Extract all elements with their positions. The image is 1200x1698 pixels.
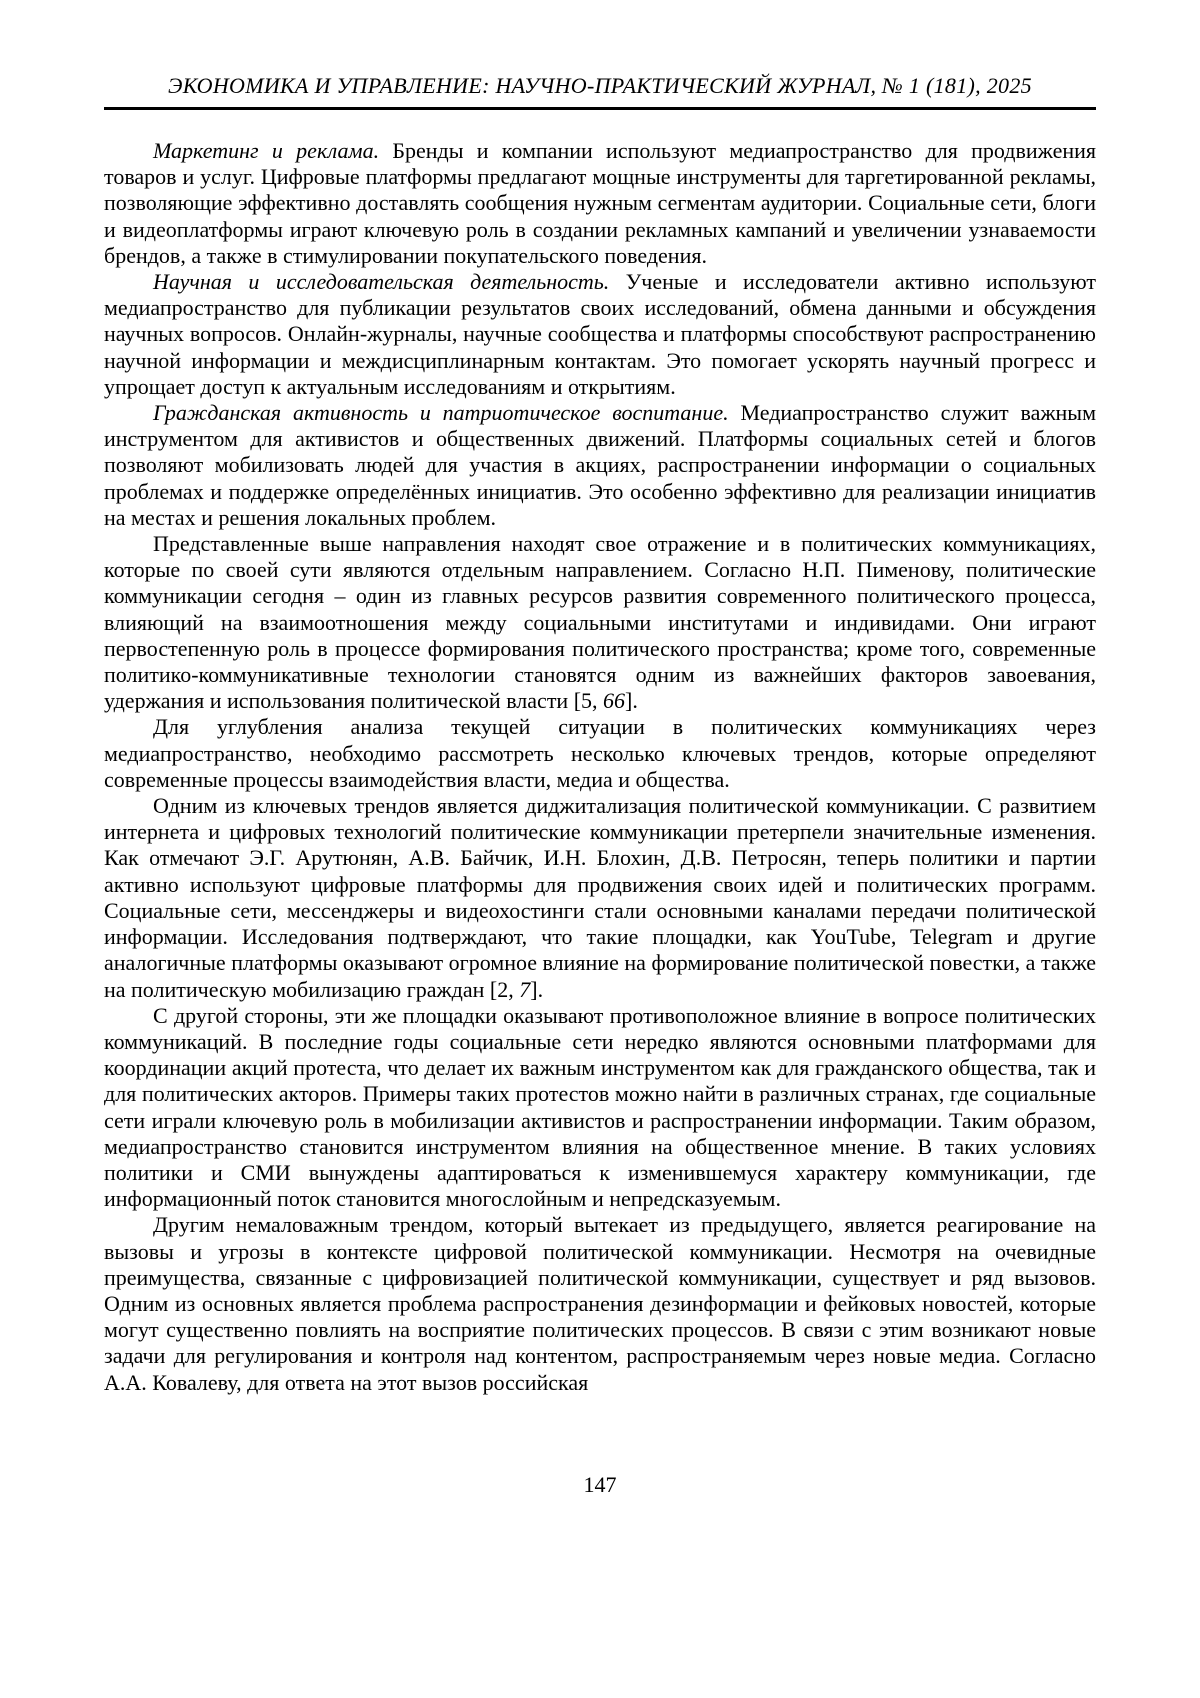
paragraph-text-run: Медиапространство служит важным инструментом для активистов и общественных движений. Платформы социальных сетей и блогов позволяют мобилизовать людей для участия в акциях, распространении информации о социальных проблемах и поддержке определённых инициатив. Это особенно эффективно для реализации инициатив на местах и решения локальных проблем. bbox=[104, 400, 1097, 530]
paragraph bbox=[104, 138, 1096, 269]
paragraph bbox=[104, 1003, 1096, 1213]
header-rule bbox=[104, 107, 1096, 110]
paragraph-italic-run: 66 bbox=[603, 688, 626, 714]
paragraph bbox=[104, 793, 1096, 1003]
paragraph bbox=[104, 714, 1096, 793]
paragraph bbox=[104, 1212, 1096, 1395]
paragraph-text-run: Представленные выше направления находят свое отражение и в политических коммуникациях, которые по своей сути являются отдельным направлением. Согласно Н.П. Пименову, политические коммуникации сегодня – один из главных ресурсов развития современного политического процесса, влияющий на взаимоотношения между социальными институтами и индивидами. Они играют первостепенную роль в процессе формирования политического пространства; кроме того, современные политико-коммуникативные технологии становятся одним из важнейших факторов завоевания, удержания и использования политической власти [5, bbox=[104, 531, 1096, 714]
paragraph-text-run: ]. bbox=[625, 688, 638, 714]
paragraph-text-run: Одним из ключевых трендов является диджитализация политической коммуникации. С развитием интернета и цифровых технологий политические коммуникации претерпели значительные изменения. Как отмечают Э.Г. Арутюнян, А.В. Байчик, И.Н. Блохин, Д.В. Петросян, теперь политики и партии активно используют цифровые платформы для продвижения своих идей и политических программ. Социальные сети, мессенджеры и видеохостинги стали основными каналами передачи политической информации. Исследования подтверждают, что такие площадки, как YouTube, Telegram и другие аналогичные платформы оказывают огромное влияние на формирование политической повестки, а также на политическую мобилизацию граждан [2, bbox=[104, 793, 1096, 1002]
paragraph-text-run: Другим немаловажным трендом, который вытекает из предыдущего, является реагирование на вызовы и угрозы в контексте цифровой политической коммуникации. Несмотря на очевидные преимущества, связанные с цифровизацией политической коммуникации, существует и ряд вызовов. Одним из основных является проблема распространения дезинформации и фейковых новостей, которые могут существенно повлиять на восприятие политических процессов. В связи с этим возникают новые задачи для регулирования и контроля над контентом, распространяемым через новые медиа. Согласно А.А. Ковалеву, для ответа на этот вызов российская bbox=[104, 1212, 1096, 1395]
paragraph-text-run: Для углубления анализа текущей ситуации в политических коммуникациях через медиапространство, необходимо рассмотреть несколько ключевых трендов, которые определяют современные процессы взаимодействия власти, медиа и общества. bbox=[104, 714, 1096, 792]
paragraph-text-run: Ученые и исследователи активно используют медиапространство для публикации результатов своих исследований, обмена данными и обсуждения научных вопросов. Онлайн-журналы, научные сообщества и платформы способствуют распространению научной информации и междисциплинарным контактам. Это помогает ускорять научный прогресс и упрощает доступ к актуальным исследованиям и открытиям. bbox=[104, 269, 1096, 399]
paragraph-text-run: Бренды и компании используют медиапространство для продвижения товаров и услуг. Цифровые платформы предлагают мощные инструменты для таргетированной рекламы, позволяющие эффективно доставлять сообщения нужным сегментам аудитории. Социальные сети, блоги и видеоплатформы играют ключевую роль в создании рекламных кампаний и увеличении узнаваемости брендов, а также в стимулировании покупательского поведения. bbox=[104, 138, 1096, 268]
paragraph-italic-run: Гражданская активность и патриотическое воспитание. bbox=[153, 400, 729, 426]
page-number: 147 bbox=[583, 1472, 617, 1497]
paragraph-italic-run: Маркетинг и реклама. bbox=[153, 138, 380, 163]
paragraph-italic-run: 7 bbox=[519, 976, 531, 1002]
paragraph-text-run: С другой стороны, эти же площадки оказывают противоположное влияние в вопросе политических коммуникаций. В последние годы социальные сети нередко являются основными платформами для координации акций протеста, что делает их важным инструментом как для гражданского общества, так и для политических акторов. Примеры таких протестов можно найти в различных странах, где социальные сети играли ключевую роль в мобилизации активистов и распространении информации. Таким образом, медиапространство становится инструментом влияния на общественное мнение. В таких условиях политики и СМИ вынуждены адаптироваться к изменившемуся характеру коммуникации, где информационный поток становится многослойным и непредсказуемым. bbox=[104, 1002, 1096, 1212]
running-head: ЭКОНОМИКА И УПРАВЛЕНИЕ: НАУЧНО-ПРАКТИЧЕСКИЙ ЖУРНАЛ, № 1 (181), 2025 bbox=[168, 73, 1032, 98]
paragraph-italic-run: Научная и исследовательская деятельность. bbox=[153, 269, 610, 295]
paragraph bbox=[104, 531, 1096, 714]
paragraph bbox=[104, 269, 1096, 400]
paragraph-text-run: ]. bbox=[530, 976, 544, 1002]
paragraph bbox=[104, 400, 1096, 531]
article-body bbox=[104, 138, 1096, 1396]
